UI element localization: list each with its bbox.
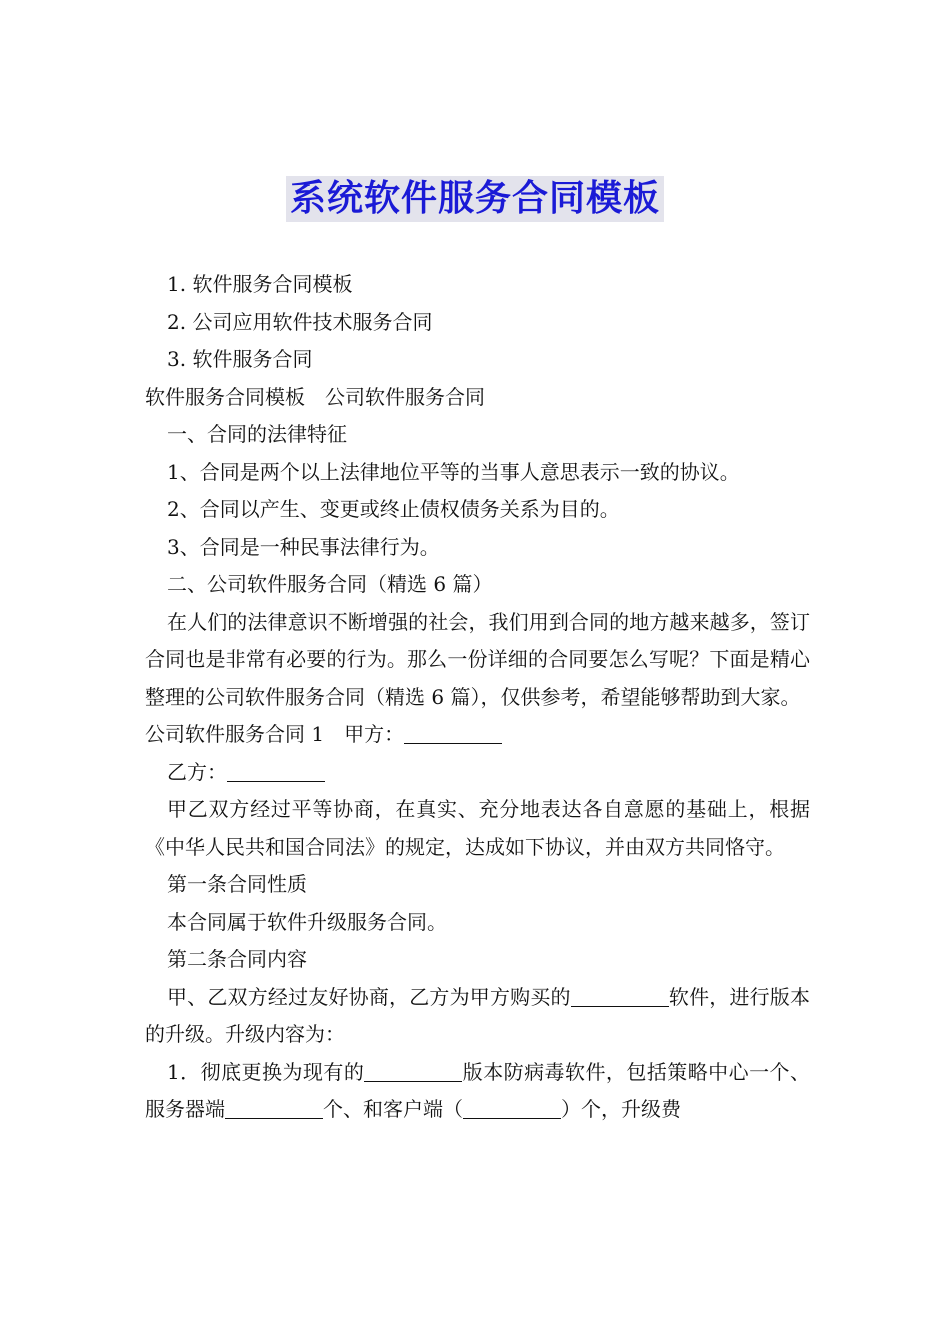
item1-text-d: ）个，升级费 (561, 1097, 681, 1121)
version-blank (364, 1061, 462, 1082)
server-count-blank (225, 1098, 323, 1119)
item1-text (145, 1054, 810, 1129)
article2-text-a: 甲、乙双方经过友好协商，乙方为甲方购买的 (167, 984, 571, 1009)
party-b-blank (227, 761, 325, 782)
contract1-party-a-line (145, 716, 810, 754)
toc-item-2: 2. 公司应用软件技术服务合同 (167, 309, 433, 334)
article2-text-b: 软件，进行版本的升级。升级内容为： (145, 984, 811, 1046)
subtitle-line: 软件服务合同模板 公司软件服务合同 (145, 384, 485, 409)
toc-item-3: 3. 软件服务合同 (167, 347, 313, 371)
party-b-label: 乙方： (167, 759, 227, 784)
item1-text-b: 版本防病毒软件，包括策略中心一个、服务器端 (145, 1059, 811, 1121)
document-title: 系统软件服务合同模板 (286, 176, 664, 222)
contract1-preamble: 甲乙双方经过平等协商，在真实、充分地表达各自意愿的基础上，根据《中华人民共和国合同法》的规定，达成如下协议，并由双方共同恪守。 (145, 797, 810, 859)
feature-item-3: 3、合同是一种民事法律行为。 (167, 534, 440, 559)
article1-text: 本合同属于软件升级服务合同。 (167, 909, 447, 934)
article2-text (145, 979, 810, 1054)
toc-item-1: 1. 软件服务合同模板 (167, 272, 353, 296)
article1-heading: 第一条合同性质 (167, 872, 307, 896)
title-container (0, 176, 950, 222)
intro-paragraph: 在人们的法律意识不断增强的社会，我们用到合同的地方越来越多，签订合同也是非常有必要的行为。那么一份详细的合同要怎么写呢？下面是精心整理的公司软件服务合同（精选 6 篇），仅供参考，希望能够帮助到大家。 (145, 609, 810, 709)
feature-item-2: 2、合同以产生、变更或终止债权债务关系为目的。 (167, 497, 620, 521)
item1-text-c: 个、和客户端（ (323, 1097, 463, 1121)
feature-item-1: 1、合同是两个以上法律地位平等的当事人意思表示一致的协议。 (167, 459, 740, 484)
article2-heading: 第二条合同内容 (167, 947, 307, 971)
software-name-blank (571, 986, 669, 1007)
section-heading-contracts: 二、公司软件服务合同（精选 6 篇） (167, 572, 493, 596)
document-body (145, 266, 810, 1129)
section-heading-legal-features: 一、合同的法律特征 (167, 422, 347, 446)
contract1-party-b-line (145, 754, 810, 792)
client-count-blank (463, 1098, 561, 1119)
party-a-blank (404, 723, 502, 744)
item1-text-a: 1．彻底更换为现有的 (167, 1059, 365, 1084)
contract1-label: 公司软件服务合同 1 甲方： (145, 722, 405, 746)
